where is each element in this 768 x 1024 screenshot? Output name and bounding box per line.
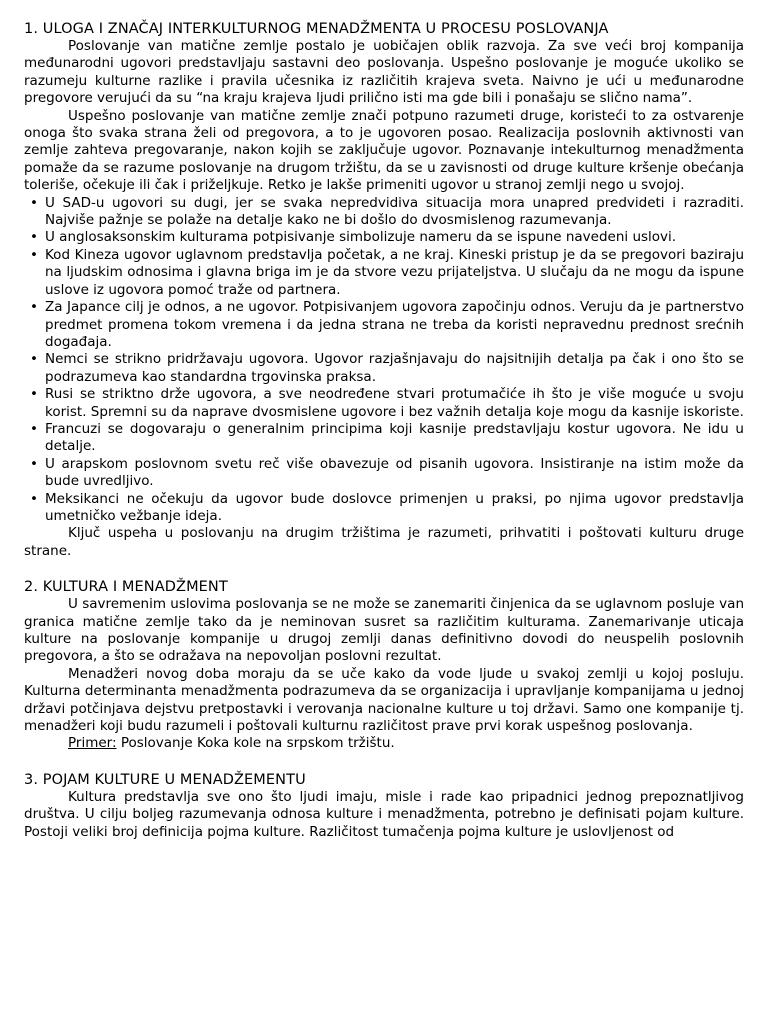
bullet-icon: •	[30, 299, 38, 316]
section-2-paragraph-1: U savremenim uslovima poslovanja se ne može se zanemariti činjenica da se uglavnom posluje van granica matične zemlje tako da je neminovan susret sa različitim kulturama. Zanemarivanje uticaja kulture na poslovanje kompanije u drugoj zemlji danas definitivno dovodi do neuspelih poslovnih pregovora, a što se odražava na nepovoljan poslovni rezultat.	[24, 596, 744, 665]
bullet-icon: •	[30, 490, 38, 507]
list-item	[24, 247, 744, 299]
list-item-text: U anglosaksonskim kulturama potpisivanje simbolizuje nameru da se ispune navedeni uslovi.	[45, 229, 677, 246]
bullet-icon: •	[30, 194, 38, 211]
list-item-text: U SAD-u ugovori su dugi, jer se svaka nepredvidiva situacija mora unapred predvideti i razraditi. Najviše pažnje se polaže na detalje kako ne bi došlo do dvosmislenog razumevanja.	[45, 194, 744, 229]
list-item-text: Francuzi se dogovaraju o generalnim principima koji kasnije predstavljaju kostur ugovora. Ne idu u detalje.	[45, 420, 744, 455]
section-1-heading: 1. ULOGA I ZNAČAJ INTERKULTURNOG MENADŽMENTA U PROCESU POSLOVANJA	[24, 21, 609, 37]
list-item-text: U arapskom poslovnom svetu reč više obavezuje od pisanih ugovora. Insistiranje na istim može da bude uvredljivo.	[45, 455, 744, 490]
bullet-icon: •	[30, 351, 38, 368]
section-2-heading: 2. KULTURA I MENADŽMENT	[24, 579, 228, 596]
bullet-icon: •	[30, 455, 38, 472]
section-1-paragraph-1: Poslovanje van matične zemlje postalo je uobičajen oblik razvoja. Za sve veći broj kompanija međunarodni ugovori predstavljaju sastavni deo poslovanja. Uspešno poslovanje je moguće ukoliko se razumeju kulturne razlike i pravila učesnika iz različitih krajeva sveta. Naivno je ući u međunarodne pregovore verujući da su “na kraju krajeva ljudi prilično isti ma gde bili i ponašaju se slično nama”.	[24, 38, 744, 107]
list-item	[24, 421, 744, 456]
section-2-example	[24, 735, 744, 752]
list-item-text: Nemci se strikno pridržavaju ugovora. Ugovor razjašnjavaju do najsitnijih detalja pa čak i ono što se podrazumeva kao standardna trgovinska praksa.	[45, 351, 744, 385]
bullet-icon: •	[30, 229, 38, 246]
list-item	[24, 299, 744, 351]
bullet-icon: •	[30, 386, 38, 403]
list-item-text: Za Japance cilj je odnos, a ne ugovor. Potpisivanjem ugovora započinju odnos. Veruju da je partnerstvo predmet promena tokom vremena i da jedna strana ne treba da koristi nepravednu prednost srećnih događaja.	[45, 299, 744, 350]
list-item	[24, 456, 744, 491]
section-2-paragraph-2: Menadžeri novog doba moraju da se uče kako da vode ljude u svakoj zemlji u kojoj posluju. Kulturna determinanta menadžmenta podrazumeva da se organizacija i upravljanje kompanijama u jednoj državi potčinjava dejstvu pretpostavki i verovanja nacionalne kulture u toj državi. Samo one kompanije tj. menadžeri koji budu razumeli i poštovali kulturnu različitost prave prvi korak uspešnog poslovanja.	[24, 665, 744, 735]
example-label: Primer:	[68, 735, 117, 752]
bullet-icon: •	[30, 246, 38, 263]
example-text: Poslovanje Koka kole na srpskom tržištu.	[116, 735, 395, 752]
section-3-heading: 3. POJAM KULTURE U MENADŽEMENTU	[24, 771, 306, 788]
list-item	[24, 229, 744, 246]
list-item-text: Kod Kineza ugovor uglavnom predstavlja početak, a ne kraj. Kineski pristup je da se pregovori baziraju na ljudskim odnosima i glavna briga im je da stvore vezu prijateljstva. U slučaju da ne mogu da ispune uslove iz ugovora pomoć traže od partnera.	[45, 246, 744, 298]
list-item	[24, 491, 744, 526]
section-spacer	[24, 560, 744, 578]
section-1-closing: Ključ uspeha u poslovanju na drugim tržištima je razumeti, prihvatiti i poštovati kulturu druge strane.	[24, 525, 744, 559]
list-item	[24, 195, 744, 230]
country-contract-list	[24, 195, 744, 526]
list-item	[24, 351, 744, 386]
list-item	[24, 386, 744, 421]
bullet-icon: •	[30, 420, 38, 437]
list-item-text: Rusi se striktno drže ugovora, a sve neodređene stvari protumačiće ih što je više moguće u svoju korist. Spremni su da naprave dvosmislene ugovore i bez važnih detalja koje mogu da kasnije iskoriste.	[45, 386, 744, 420]
list-item-text: Meksikanci ne očekuju da ugovor bude doslovce primenjen u praksi, po njima ugovor predstavlja umetničko vežbanje ideja.	[45, 490, 744, 524]
section-spacer	[24, 753, 744, 771]
section-1-paragraph-2: Uspešno poslovanje van matične zemlje znači potpuno razumeti druge, koristeći to za ostvarenje onoga što svaka strana želi od pregovora, a to je ugovoren posao. Realizacija poslovnih aktivnosti van zemlje zahteva pregovaranje, nakon kojih se zaključuje ugovor. Poznavanje intekulturnog menadžmenta pomaže da se razume poslovanje na drugom tržištu, da se u zavisnosti od druge kulture kršenje obećanja toleriše, očekuje ili čak i priželjkuje. Retko je lakše primeniti ugovor u stranoj zemlji nego u svojoj.	[24, 107, 744, 194]
section-3-paragraph-1: Kultura predstavlja sve ono što ljudi imaju, misle i rade kao pripadnici jednog prepoznatljivog društva. U cilju boljeg razumevanja odnosa kulture i menadžmenta, potrebno je definisati pojam kulture. Postoji veliki broj definicija pojma kulture. Različitost tumačenja pojma kulture je uslovljenost od	[24, 788, 744, 840]
